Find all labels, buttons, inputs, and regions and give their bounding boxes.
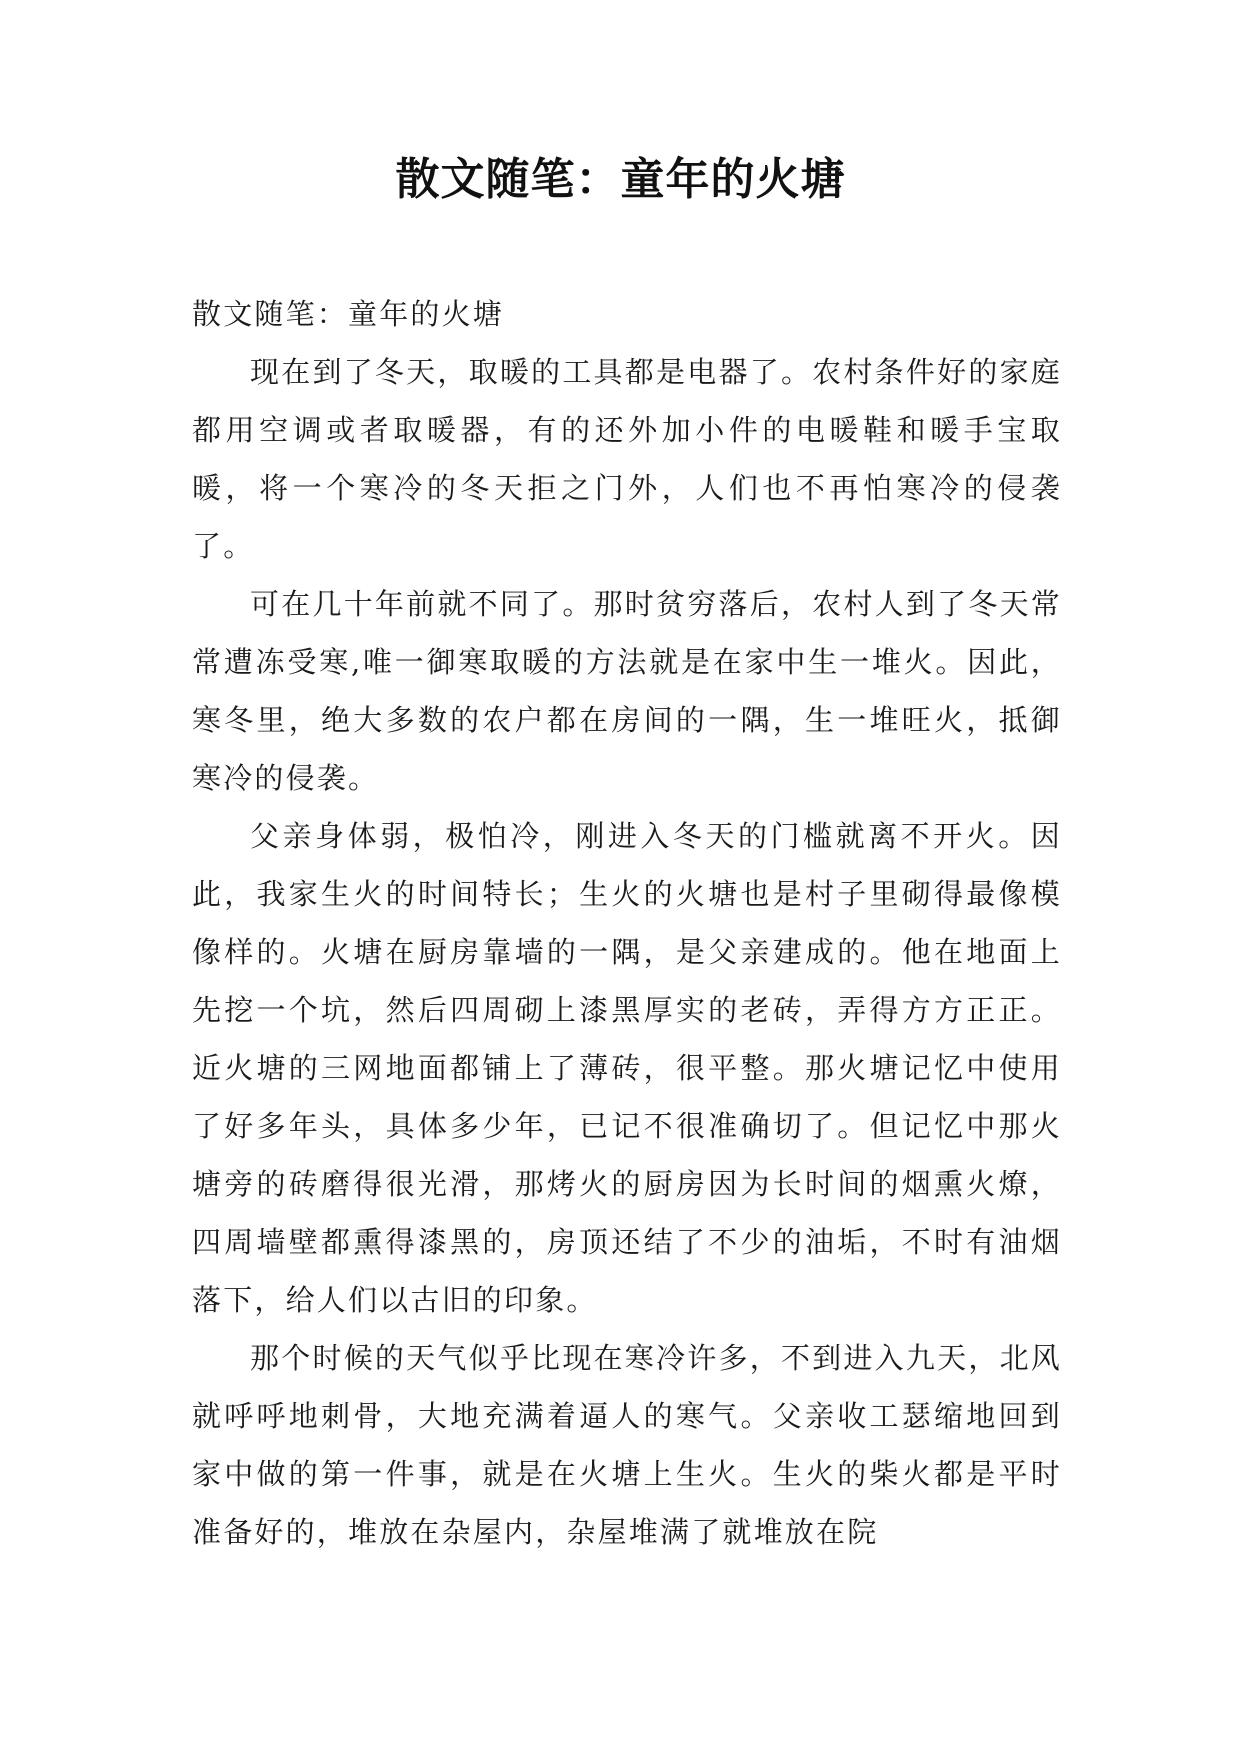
document-subtitle: 散文随笔：童年的火塘: [192, 297, 505, 331]
paragraph: 父亲身体弱，极怕冷，刚进入冬天的门槛就离不开火。因此，我家生火的时间特长；生火的火塘也是村子里砌得最像模像样的。火塘在厨房靠墙的一隅，是父亲建成的。他在地面上先挖一个坑，然后四周砌上漆黑厚实的老砖，弄得方方正正。近火塘的三网地面都铺上了薄砖，很平整。那火塘记忆中使用了好多年头，具体多少年，已记不很准确切了。但记忆中那火塘旁的砖磨得很光滑，那烤火的厨房因为长时间的烟熏火燎，四周墙壁都熏得漆黑的，房顶还结了不少的油垢，不时有油烟落下，给人们以古旧的印象。: [192, 819, 1062, 1317]
paragraph: 可在几十年前就不同了。那时贫穷落后，农村人到了冬天常常遭冻受寒,唯一御寒取暖的方法就是在家中生一堆火。因此，寒冬里，绝大多数的农户都在房间的一隅，生一堆旺火，抵御寒冷的侵袭。: [192, 587, 1062, 795]
paragraph: 那个时候的天气似乎比现在寒冷许多，不到进入九天，北风就呼呼地刺骨，大地充满着逼人的寒气。父亲收工瑟缩地回到家中做的第一件事，就是在火塘上生火。生火的柴火都是平时准备好的，堆放在杂屋内，杂屋堆满了就堆放在院: [192, 1341, 1062, 1549]
paragraph: 现在到了冬天，取暖的工具都是电器了。农村条件好的家庭都用空调或者取暖器，有的还外加小件的电暖鞋和暖手宝取暖，将一个寒冷的冬天拒之门外，人们也不再怕寒冷的侵袭了。: [192, 355, 1062, 563]
document-body: [192, 285, 1062, 1561]
document-title: 散文随笔：童年的火塘: [395, 154, 846, 205]
